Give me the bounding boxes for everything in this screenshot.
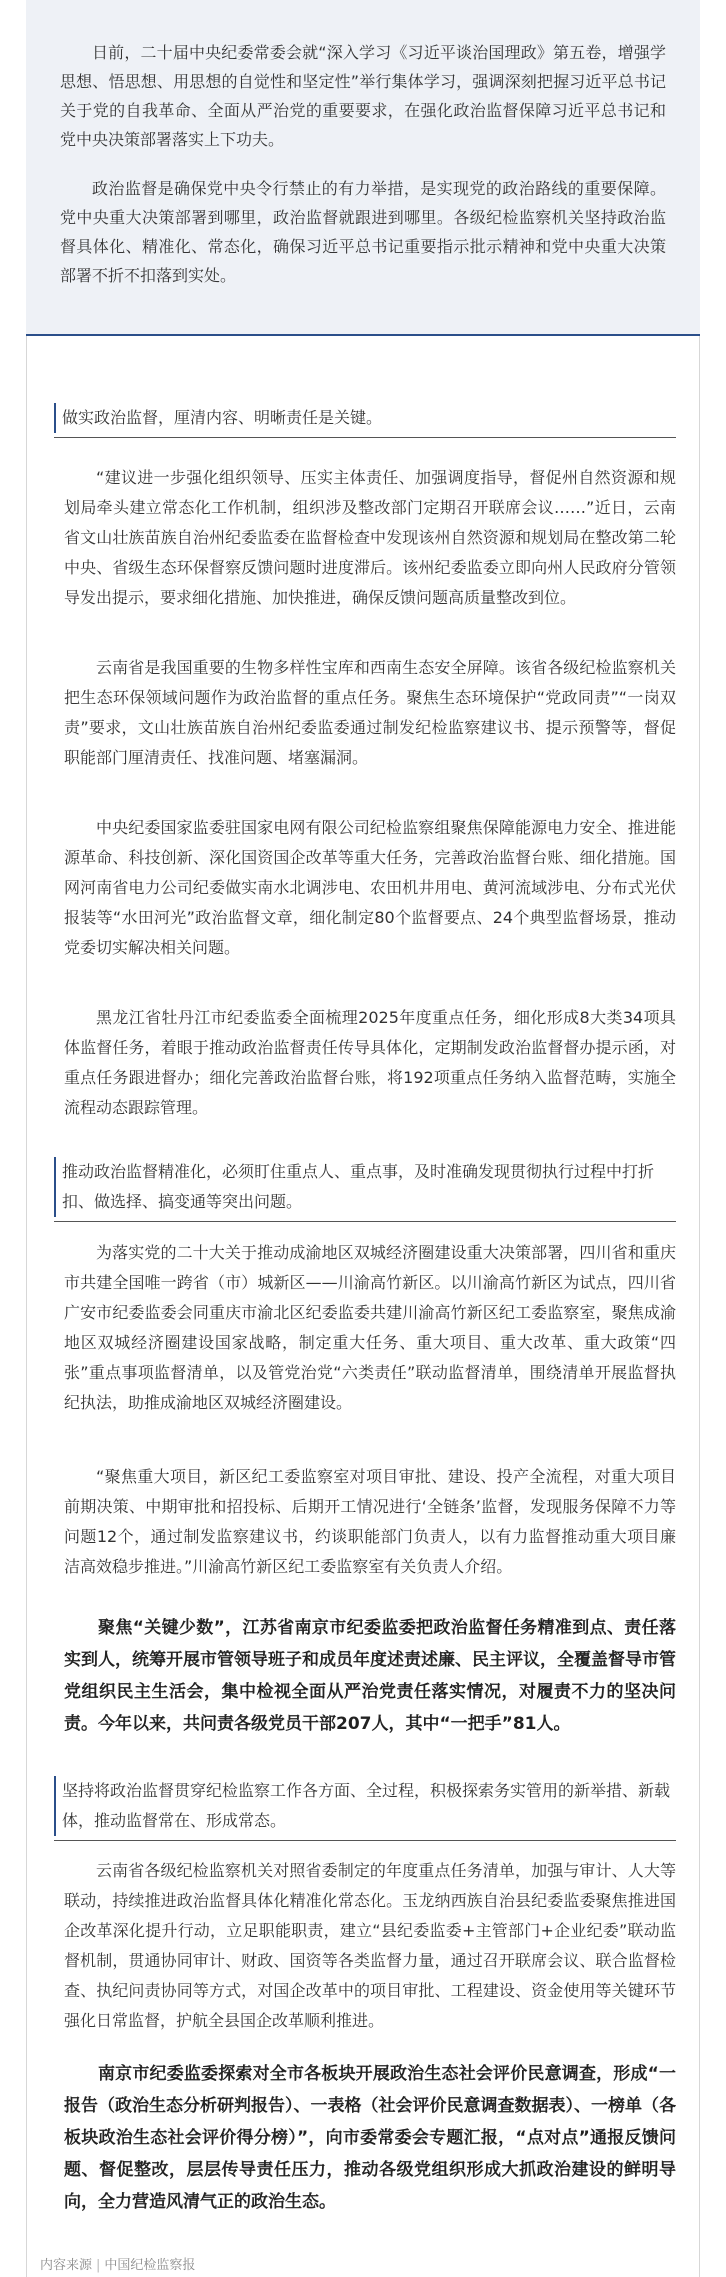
paragraph: 中央纪委国家监委驻国家电网有限公司纪检监察组聚焦保障能源电力安全、推进能源革命、科技创新、深化国资国企改革等重大任务，完善政治监督台账、细化措施。国网河南省电力公司纪委做实南水北调涉电、农田机井用电、黄河流域涉电、分布式光伏报装等“水田河光”政治监督文章，细化制定80个监督要点、24个典型监督场景，推动党委切实解决相关问题。 <box>64 818 676 957</box>
paragraph: “建议进一步强化组织领导、压实主体责任、加强调度指导，督促州自然资源和规划局牵头建立常态化工作机制，组织涉及整改部门定期召开联席会议……”近日，云南省文山壮族苗族自治州纪委监委在监督检查中发现该州自然资源和规划局在整改第二轮中央、省级生态环保督察反馈问题时进度滞后。该州纪委监委立即向州人民政府分管领导发出提示，要求细化措施、加快推进，确保反馈问题高质量整改到位。 <box>64 468 676 607</box>
content-source <box>40 2254 195 2273</box>
paragraph: 黑龙江省牡丹江市纪委监委全面梳理2025年度重点任务，细化形成8大类34项具体监督任务，着眼于推动政治监督责任传导具体化，定期制发政治监督督办提示函，对重点任务跟进督办；细化完善政治监督台账，将192项重点任务纳入监督范畴，实施全流程动态跟踪管理。 <box>64 1008 676 1117</box>
lead-paragraph-2: 政治监督是确保党中央令行禁止的有力举措，是实现党的政治路线的重要保障。党中央重大决策部署到哪里，政治监督就跟进到哪里。各级纪检监察机关坚持政治监督具体化、精准化、常态化，确保习近平总书记重要指示批示精神和党中央重大决策部署不折不扣落到实处。 <box>60 179 666 285</box>
section-heading-1: 做实政治监督，厘清内容、明晰责任是关键。 <box>54 403 676 438</box>
paragraph: “聚焦重大项目，新区纪工委监察室对项目审批、建设、投产全流程，对重大项目前期决策、中期审批和招投标、后期开工情况进行‘全链条’监督，发现服务保障不力等问题12个，通过制发监察建议书，约谈职能部门负责人，以有力监督推动重大项目廉洁高效稳步推进。”川渝高竹新区纪工委监察室有关负责人介绍。 <box>64 1467 676 1576</box>
lead-summary-box <box>26 0 700 336</box>
paragraph: 云南省各级纪检监察机关对照省委制定的年度重点任务清单，加强与审计、人大等联动，持续推进政治监督具体化精准化常态化。玉龙纳西族自治县纪委监委聚焦推进国企改革深化提升行动，立足职能职责，建立“县纪委监委+主管部门+企业纪委”联动监督机制，贯通协同审计、财政、国资等各类监督力量，通过召开联席会议、联合监督检查、执纪问责协同等方式，对国企改革中的项目审批、工程建设、资金使用等关键环节强化日常监督，护航全县国企改革顺利推进。 <box>64 1861 676 2030</box>
source-name: 中国纪检监察报 <box>104 2258 196 2273</box>
paragraph: 云南省是我国重要的生物多样性宝库和西南生态安全屏障。该省各级纪检监察机关把生态环保领域问题作为政治监督的重点任务。聚焦生态环境保护“党政同责”“一岗双责”要求，文山壮族苗族自治州纪委监委通过制发纪检监察建议书、提示预警等，督促职能部门厘清责任、找准问题、堵塞漏洞。 <box>64 658 676 767</box>
paragraph-emphasis: 聚焦“关键少数”，江苏省南京市纪委监委把政治监督任务精准到点、责任落实到人，统筹开展市管领导班子和成员年度述责述廉、民主评议，全覆盖督导市管党组织民主生活会，集中检视全面从严治党责任落实情况，对履责不力的坚决问责。今年以来，共问责各级党员干部207人，其中“一把手”81人。 <box>64 1618 676 1734</box>
paragraph: 为落实党的二十大关于推动成渝地区双城经济圈建设重大决策部署，四川省和重庆市共建全国唯一跨省（市）城新区——川渝高竹新区。以川渝高竹新区为试点，四川省广安市纪委监委会同重庆市渝北区纪委监委共建川渝高竹新区纪工委监察室，聚焦成渝地区双城经济圈建设国家战略，制定重大任务、重大项目、重大改革、重大政策“四张”重点事项监督清单，以及管党治党“六类责任”联动监督清单，围绕清单开展监督执纪执法，助推成渝地区双城经济圈建设。 <box>64 1243 676 1412</box>
section-heading-2: 推动政治监督精准化，必须盯住重点人、重点事，及时准确发现贯彻执行过程中打折扣、做选择、搞变通等突出问题。 <box>54 1157 676 1222</box>
section-heading-3: 坚持将政治监督贯穿纪检监察工作各方面、全过程，积极探索务实管用的新举措、新载体，推动监督常在、形成常态。 <box>54 1776 676 1841</box>
source-separator: | <box>96 2258 101 2273</box>
lead-paragraph-1: 日前，二十届中央纪委常委会就“深入学习《习近平谈治国理政》第五卷，增强学思想、悟思想、用思想的自觉性和坚定性”举行集体学习，强调深刻把握习近平总书记关于党的自我革命、全面从严治党的重要要求，在强化政治监督保障习近平总书记和党中央决策部署落实上下功夫。 <box>60 43 666 149</box>
paragraph-emphasis: 南京市纪委监委探索对全市各板块开展政治生态社会评价民意调查，形成“一报告（政治生态分析研判报告）、一表格（社会评价民意调查数据表）、一榜单（各板块政治生态社会评价得分榜）”，向市委常委会专题汇报，“点对点”通报反馈问题、督促整改，层层传导责任压力，推动各级党组织形成大抓政治建设的鲜明导向，全力营造风清气正的政治生态。 <box>64 2064 676 2212</box>
source-label: 内容来源 <box>40 2258 93 2273</box>
